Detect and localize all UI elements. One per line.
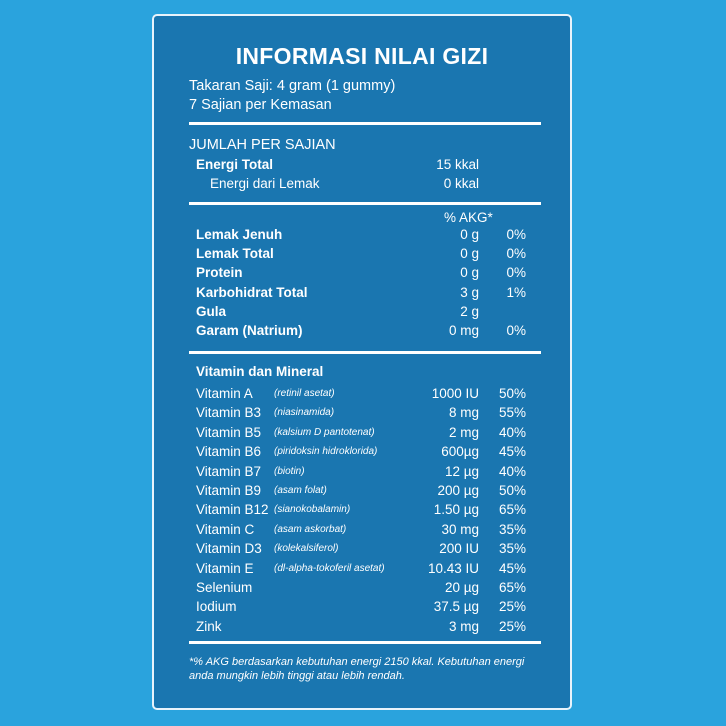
nutrient-amount: 200 IU — [439, 541, 479, 557]
nutrient-amount: 12 µg — [444, 463, 479, 479]
energy-total-row — [196, 157, 536, 175]
vitamin-row — [196, 405, 536, 423]
akg-percent: 35% — [498, 541, 526, 557]
akg-percent: 45% — [498, 444, 526, 460]
akg-percent: 50% — [498, 483, 526, 498]
divider — [189, 122, 541, 125]
nutrient-name: Lemak Jenuh — [196, 227, 283, 242]
nutrient-amount: 0 g — [460, 227, 479, 242]
akg-percent: 40% — [498, 463, 526, 479]
nutrient-amount: 600µg — [441, 444, 479, 460]
vitamin-section-heading: Vitamin dan Mineral — [196, 364, 324, 379]
nutrient-amount: 1000 IU — [431, 386, 479, 401]
energy-from-fat-row — [196, 176, 536, 194]
serving-size: Takaran Saji: 4 gram (1 gummy) — [189, 78, 396, 94]
nutrient-row — [196, 304, 536, 322]
akg-column-header: % AKG* — [444, 210, 493, 225]
akg-percent: 50% — [498, 386, 526, 401]
nutrient-amount: 0 g — [460, 265, 479, 281]
vitamin-row — [196, 425, 536, 443]
vitamin-source: (asam folat) — [274, 485, 327, 496]
nutrient-amount: 30 mg — [441, 521, 479, 537]
nutrient-name: Vitamin B6 — [196, 444, 262, 460]
akg-percent: 25% — [498, 599, 526, 615]
nutrient-row — [196, 265, 536, 283]
nutrient-name: Protein — [196, 265, 243, 281]
vitamin-row — [196, 561, 536, 579]
nutrient-amount: 200 µg — [437, 483, 479, 498]
nutrient-amount: 10.43 IU — [427, 560, 479, 576]
nutrient-row — [196, 227, 536, 245]
nutrient-amount: 8 mg — [448, 405, 479, 421]
akg-percent: 65% — [498, 580, 526, 595]
akg-percent: 1% — [506, 284, 526, 300]
servings-per-pack: 7 Sajian per Kemasan — [189, 97, 332, 113]
akg-percent: 0% — [506, 323, 526, 338]
nutrient-row — [196, 323, 536, 341]
vitamin-source: (sianokobalamin) — [274, 504, 351, 516]
divider — [189, 202, 541, 205]
nutrient-name: Karbohidrat Total — [196, 284, 308, 300]
akg-percent: 25% — [498, 618, 526, 634]
nutrient-name: Iodium — [196, 599, 237, 615]
nutrient-name: Gula — [196, 303, 227, 319]
nutrient-amount: 20 µg — [444, 580, 479, 595]
akg-percent: 0% — [506, 265, 526, 281]
vitamin-source: (asam askorbat) — [274, 523, 347, 535]
nutrient-name: Vitamin C — [196, 521, 255, 537]
nutrient-amount: 37.5 µg — [433, 599, 479, 615]
vitamin-row — [196, 580, 536, 598]
vitamin-row — [196, 464, 536, 482]
vitamin-row — [196, 502, 536, 520]
nutrient-name: Vitamin B3 — [196, 405, 262, 421]
akg-percent: 0% — [506, 246, 526, 262]
nutrient-name: Garam (Natrium) — [196, 323, 303, 338]
vitamin-source: (piridoksin hidroklorida) — [274, 446, 378, 458]
divider — [189, 351, 541, 354]
nutrient-name: Energi Total — [196, 157, 274, 172]
nutrient-name: Vitamin B7 — [196, 463, 262, 479]
nutrient-amount: 2 g — [460, 303, 479, 319]
vitamin-row — [196, 444, 536, 462]
vitamin-source: (kalsium D pantotenat) — [274, 426, 375, 438]
nutrient-amount: 2 mg — [448, 424, 479, 440]
nutrient-name: Lemak Total — [196, 246, 274, 262]
nutrient-name: Vitamin B12 — [196, 502, 269, 518]
panel-title: INFORMASI NILAI GIZI — [235, 43, 489, 69]
nutrient-name: Vitamin D3 — [196, 541, 262, 557]
akg-percent: 55% — [498, 405, 526, 421]
nutrient-amount: 0 kkal — [443, 176, 479, 191]
nutrient-name: Vitamin B5 — [196, 424, 262, 440]
nutrient-amount: 3 g — [460, 284, 479, 300]
nutrient-row — [196, 246, 536, 264]
nutrient-row — [196, 285, 536, 303]
akg-percent: 45% — [498, 560, 526, 576]
vitamin-row — [196, 522, 536, 540]
akg-percent: 40% — [498, 424, 526, 440]
nutrient-name: Energi dari Lemak — [210, 176, 320, 191]
akg-percent: 65% — [498, 502, 526, 518]
nutrient-amount: 15 kkal — [436, 157, 479, 172]
nutrient-name: Vitamin E — [196, 560, 254, 576]
nutrient-name: Zink — [196, 618, 222, 634]
vitamin-source: (biotin) — [274, 465, 305, 477]
vitamin-source: (kolekalsiferol) — [274, 543, 339, 555]
nutrient-amount: 0 mg — [448, 323, 479, 338]
vitamin-source: (dl-alpha-tokoferil asetat) — [274, 562, 385, 574]
nutrient-name: Vitamin B9 — [196, 483, 262, 498]
nutrient-amount: 1.50 µg — [433, 502, 479, 518]
amount-per-serving-heading: JUMLAH PER SAJIAN — [189, 137, 336, 153]
vitamin-row — [196, 541, 536, 559]
vitamin-source: (retinil asetat) — [274, 388, 335, 399]
vitamin-source: (niasinamida) — [274, 407, 335, 419]
vitamin-row — [196, 619, 536, 637]
nutrient-name: Vitamin A — [196, 386, 253, 401]
nutrient-amount: 3 mg — [448, 618, 479, 634]
vitamin-row — [196, 599, 536, 617]
nutrient-name: Selenium — [196, 580, 253, 595]
divider — [189, 641, 541, 644]
vitamin-row — [196, 483, 536, 501]
footnote: *% AKG berdasarkan kebutuhan energi 2150 kkal. Kebutuhan energi anda mungkin lebih tinggi atau lebih rendah. — [189, 656, 525, 682]
nutrient-amount: 0 g — [460, 246, 479, 262]
vitamin-row — [196, 386, 536, 404]
akg-percent: 35% — [498, 521, 526, 537]
akg-percent: 0% — [506, 227, 526, 242]
nutrition-facts-panel — [152, 14, 572, 710]
